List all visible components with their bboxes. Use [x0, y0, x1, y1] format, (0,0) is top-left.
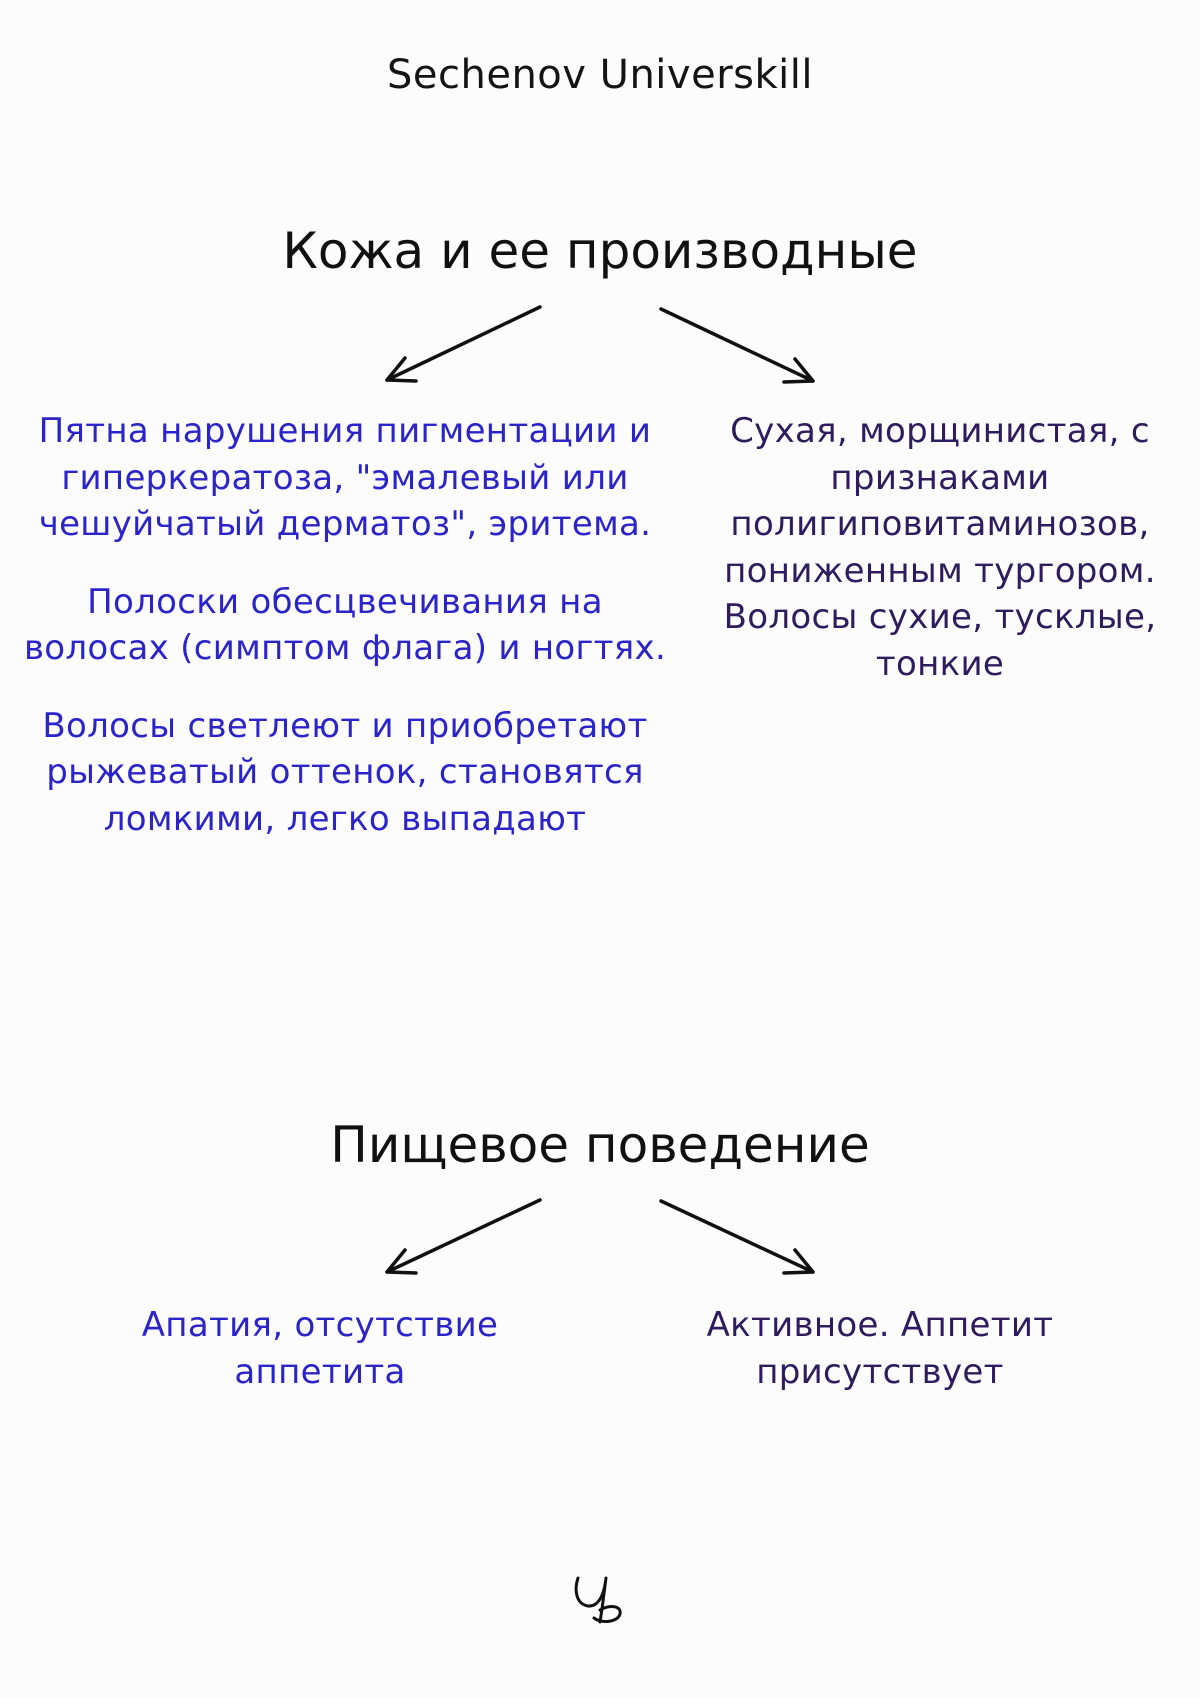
arrow-right-icon: [661, 1201, 813, 1273]
us-monogram-icon: [560, 1560, 640, 1640]
skin-left-paragraph: Полоски обесцвечивания на волосах (симптом флага) и ногтях.: [23, 581, 667, 668]
skin-left-paragraph: Пятна нарушения пигментации и гиперкератоза, "эмалевый или чешуйчатый дерматоз", эритема.: [38, 411, 652, 544]
eating-right-paragraph: Активное. Аппетит присутствует: [706, 1305, 1054, 1392]
arrow-left-icon: [387, 1200, 540, 1273]
eating-left-paragraph: Апатия, отсутствие аппетита: [141, 1305, 499, 1392]
section-title-eating: Пищевое поведение: [330, 1116, 870, 1174]
arrow-right-icon: [661, 309, 813, 382]
skin-right-column: [690, 408, 1190, 687]
skin-left-paragraph: Волосы светлеют и приобретают рыжеватый оттенок, становятся ломкими, легко выпадают: [42, 705, 648, 839]
brand-title: Sechenov Universkill: [387, 52, 813, 98]
skin-left-column: [10, 408, 680, 842]
arrow-left-icon: [387, 307, 540, 381]
section-title-skin: Кожа и ее производные: [282, 222, 918, 280]
eating-left-column: [60, 1302, 580, 1395]
eating-right-column: [660, 1302, 1100, 1395]
skin-right-paragraph: Сухая, морщинистая, с признаками полигиповитаминозов, пониженным тургором. Волосы сухие, тусклые, тонкие: [723, 411, 1157, 684]
